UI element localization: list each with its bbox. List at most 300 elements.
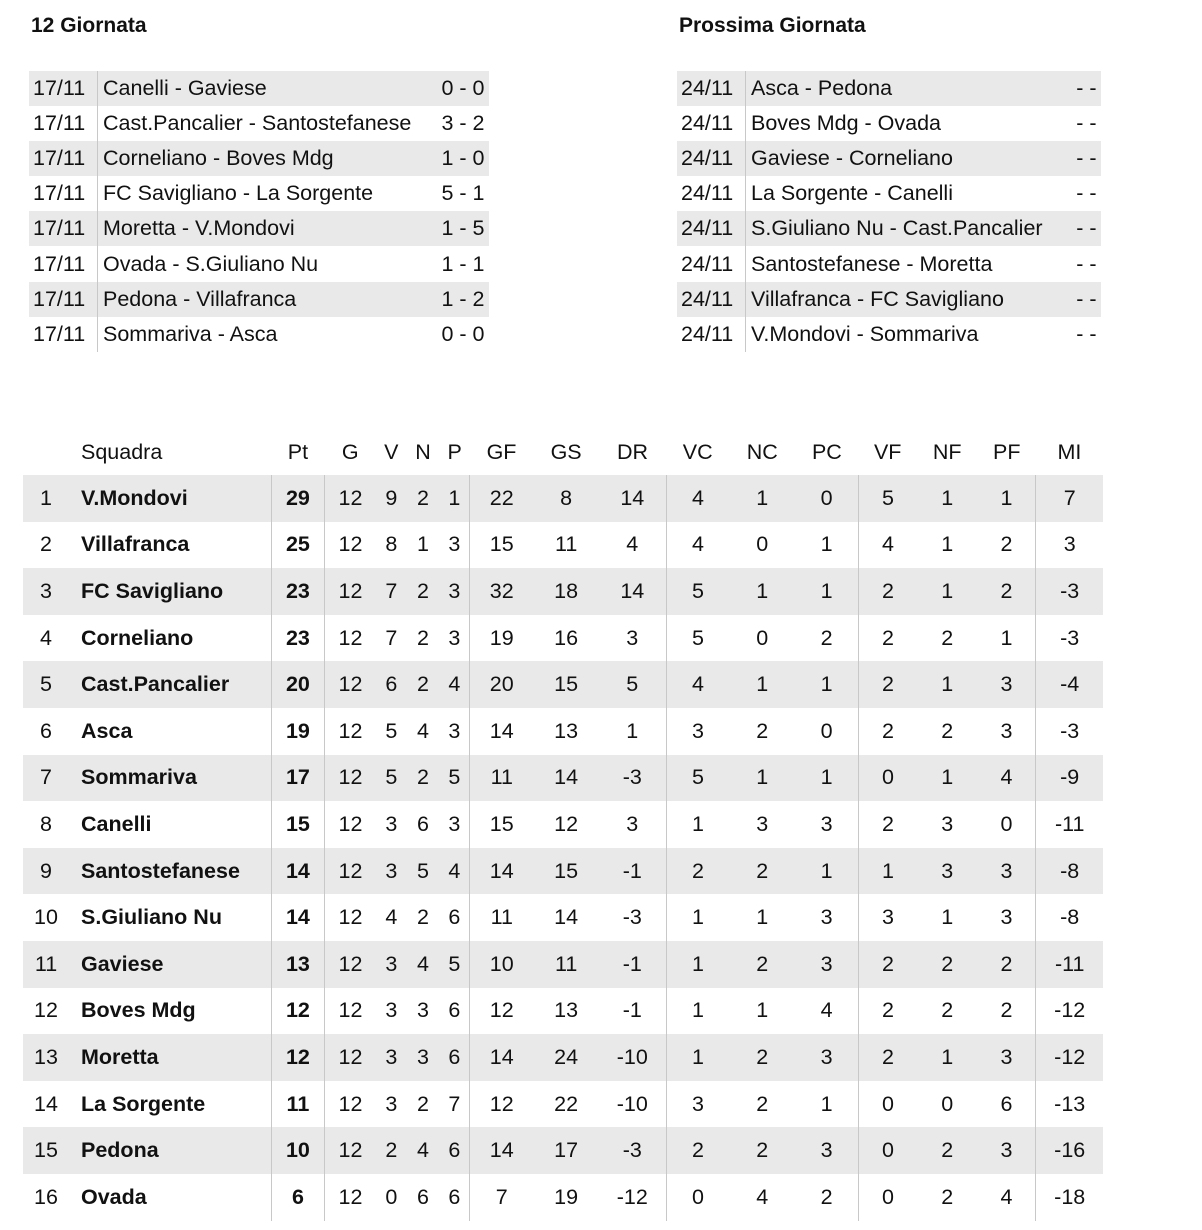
home-draws: 1 [756, 905, 769, 930]
away-wins: 4 [859, 522, 917, 569]
team-name: Asca [81, 718, 133, 743]
match-teams: Corneliano - Boves Mdg [98, 141, 438, 176]
header-home-wins: VC [682, 440, 713, 464]
english-average: -12 [1036, 988, 1103, 1035]
away-losses: 3 [978, 1127, 1036, 1174]
away-draws: 1 [941, 532, 954, 557]
away-draws: 2 [941, 718, 954, 743]
match-score: 0 - 0 [441, 321, 485, 346]
home-draws: 1 [729, 475, 795, 522]
match-teams: S.Giuliano Nu - Cast.Pancalier [746, 211, 1074, 246]
losses: 6 [439, 1127, 469, 1174]
current-round-title: 12 Giornata [31, 14, 147, 37]
goals-for: 22 [470, 475, 533, 522]
header-team: Squadra [81, 440, 163, 464]
goal-difference: 3 [626, 625, 639, 650]
away-draws: 3 [917, 848, 978, 895]
team-position: 11 [23, 941, 69, 988]
draws: 3 [417, 998, 429, 1023]
match-teams: Moretta - V.Mondovi [98, 211, 438, 246]
wins: 3 [376, 941, 406, 988]
home-wins: 1 [666, 801, 729, 848]
away-wins: 2 [859, 988, 917, 1035]
home-draws: 2 [756, 718, 769, 743]
team-name: Ovada [81, 1184, 147, 1209]
goals-against: 22 [554, 1091, 579, 1116]
match-score: - - [1074, 71, 1101, 106]
goal-difference: -1 [599, 941, 666, 988]
away-draws: 1 [917, 1034, 978, 1081]
wins: 3 [376, 848, 406, 895]
match-date: 17/11 [29, 317, 98, 352]
match-row [29, 246, 489, 281]
english-average: -9 [1036, 755, 1103, 802]
team-position: 1 [23, 475, 69, 522]
goals-for: 19 [470, 615, 533, 662]
goal-difference: -10 [599, 1034, 666, 1081]
header-losses: P [447, 440, 462, 464]
draws: 4 [407, 1127, 440, 1174]
home-draws: 0 [756, 625, 769, 650]
team-points: 11 [272, 1081, 325, 1128]
home-wins: 4 [666, 475, 729, 522]
home-draws: 2 [729, 941, 795, 988]
match-score: 1 - 1 [441, 251, 485, 276]
header-away-losses: PF [993, 440, 1021, 464]
draws: 2 [417, 625, 429, 650]
wins: 8 [385, 532, 398, 557]
team-position: 12 [34, 998, 58, 1023]
away-draws: 1 [917, 475, 978, 522]
match-teams: Ovada - S.Giuliano Nu [103, 251, 319, 276]
draws: 6 [417, 1184, 429, 1209]
match-score: - - [1074, 282, 1101, 317]
games-played: 12 [338, 905, 363, 930]
match-row [677, 211, 1101, 246]
games-played: 12 [324, 755, 376, 802]
games-played: 12 [324, 475, 376, 522]
goals-against: 14 [554, 905, 579, 930]
header-goal-difference: DR [617, 440, 649, 464]
home-wins: 3 [666, 708, 729, 755]
goals-against: 17 [533, 1127, 599, 1174]
goals-for: 11 [470, 755, 533, 802]
header-games: G [341, 440, 359, 464]
current-round-results-table [29, 71, 489, 352]
away-losses: 3 [1000, 905, 1013, 930]
header-wins: V [384, 440, 399, 464]
goals-against: 13 [554, 718, 579, 743]
away-wins: 3 [859, 894, 917, 941]
team-points: 25 [272, 522, 325, 569]
team-name: Corneliano [81, 625, 194, 650]
away-draws: 2 [941, 998, 954, 1023]
games-played: 12 [338, 998, 363, 1023]
english-average: -4 [1036, 661, 1103, 708]
goal-difference: -1 [622, 998, 642, 1023]
goals-for: 12 [470, 1081, 533, 1128]
team-position: 9 [23, 848, 69, 895]
goals-against: 8 [533, 475, 599, 522]
match-score: - - [1076, 251, 1097, 276]
games-played: 12 [338, 625, 363, 650]
wins: 5 [376, 755, 406, 802]
team-name: Gaviese [69, 941, 272, 988]
next-round-title: Prossima Giornata [679, 14, 866, 37]
home-wins: 3 [666, 1081, 729, 1128]
losses: 6 [448, 998, 461, 1023]
english-average: 7 [1036, 475, 1103, 522]
match-teams: Canelli - Gaviese [98, 71, 438, 106]
wins: 6 [376, 661, 406, 708]
draws: 2 [407, 568, 440, 615]
team-points: 15 [272, 801, 325, 848]
english-average: -13 [1036, 1081, 1103, 1128]
team-name: V.Mondovi [69, 475, 272, 522]
draws: 5 [407, 848, 440, 895]
losses: 3 [448, 811, 461, 836]
match-date: 24/11 [677, 176, 746, 211]
team-points: 6 [272, 1174, 325, 1221]
header-goals-for: GF [486, 440, 517, 464]
header-points: Pt [287, 440, 309, 464]
team-points: 14 [272, 848, 325, 895]
away-losses: 1 [1000, 625, 1013, 650]
away-losses: 3 [978, 661, 1036, 708]
english-average: -18 [1036, 1174, 1103, 1221]
standings-row [23, 988, 1103, 1035]
away-losses: 2 [978, 941, 1036, 988]
away-losses: 6 [1000, 1091, 1013, 1116]
losses: 6 [448, 905, 461, 930]
match-date: 17/11 [29, 246, 98, 281]
match-score: - - [1076, 181, 1097, 206]
home-losses: 3 [820, 811, 833, 836]
match-date: 17/11 [29, 211, 98, 246]
losses: 6 [439, 1034, 469, 1081]
home-losses: 1 [820, 1091, 833, 1116]
losses: 4 [439, 848, 469, 895]
team-points: 23 [272, 615, 325, 662]
home-losses: 2 [820, 1184, 833, 1209]
match-row [677, 176, 1101, 211]
header-draws: N [415, 440, 431, 464]
goals-for: 14 [470, 1034, 533, 1081]
away-draws: 1 [917, 661, 978, 708]
goals-against: 15 [533, 661, 599, 708]
home-wins: 5 [666, 615, 729, 662]
team-name: Moretta [69, 1034, 272, 1081]
wins: 3 [385, 1091, 398, 1116]
home-losses: 4 [820, 998, 833, 1023]
team-position: 10 [34, 905, 58, 930]
team-name: Cast.Pancalier [69, 661, 272, 708]
match-date: 24/11 [677, 317, 746, 352]
home-wins: 2 [666, 848, 729, 895]
match-date: 17/11 [29, 71, 98, 106]
header-english-average: MI [1057, 440, 1082, 464]
match-row [29, 317, 489, 352]
home-draws: 2 [729, 848, 795, 895]
away-wins: 2 [859, 568, 917, 615]
away-losses: 0 [1000, 811, 1013, 836]
home-losses: 3 [795, 1034, 858, 1081]
english-average: -8 [1036, 848, 1103, 895]
draws: 2 [417, 1091, 429, 1116]
goal-difference: -10 [616, 1091, 648, 1116]
home-losses: 0 [820, 718, 833, 743]
games-played: 12 [324, 941, 376, 988]
goals-for: 10 [470, 941, 533, 988]
match-date: 24/11 [677, 141, 746, 176]
away-draws: 2 [917, 941, 978, 988]
away-draws: 0 [941, 1091, 954, 1116]
standings-row [23, 941, 1103, 988]
english-average: -11 [1036, 801, 1103, 848]
match-teams: V.Mondovi - Sommariva [751, 321, 979, 346]
match-date: 24/11 [677, 71, 746, 106]
home-losses: 0 [795, 475, 858, 522]
losses: 3 [448, 625, 461, 650]
standings-row [23, 755, 1103, 802]
home-losses: 1 [795, 661, 858, 708]
team-position: 4 [40, 625, 52, 650]
losses: 3 [448, 532, 461, 557]
home-losses: 3 [795, 941, 858, 988]
goals-against: 18 [533, 568, 599, 615]
wins: 3 [376, 1034, 406, 1081]
team-position: 6 [40, 718, 52, 743]
home-wins: 1 [666, 1034, 729, 1081]
draws: 4 [407, 941, 440, 988]
goal-difference: -3 [599, 755, 666, 802]
home-draws: 2 [729, 1034, 795, 1081]
header-home-losses: PC [811, 440, 842, 464]
home-wins: 2 [666, 1127, 729, 1174]
goal-difference: -1 [599, 848, 666, 895]
match-row [29, 106, 489, 141]
goals-against: 16 [554, 625, 579, 650]
draws: 2 [407, 755, 440, 802]
team-position: 16 [34, 1184, 58, 1209]
english-average: -16 [1036, 1127, 1103, 1174]
home-wins: 1 [666, 988, 729, 1035]
team-position: 5 [23, 661, 69, 708]
home-losses: 2 [820, 625, 833, 650]
standings-row [23, 568, 1103, 615]
english-average: -3 [1036, 615, 1103, 662]
team-name: Pedona [69, 1127, 272, 1174]
goals-for: 11 [470, 894, 533, 941]
losses: 6 [448, 1184, 461, 1209]
away-wins: 0 [859, 1127, 917, 1174]
losses: 3 [448, 718, 461, 743]
goal-difference: -3 [622, 905, 642, 930]
match-date: 17/11 [29, 282, 98, 317]
home-draws: 1 [756, 998, 769, 1023]
losses: 1 [439, 475, 469, 522]
losses: 5 [439, 941, 469, 988]
header-position [23, 430, 69, 475]
standings-row [23, 475, 1103, 522]
match-date: 24/11 [677, 211, 746, 246]
english-average: -12 [1036, 1034, 1103, 1081]
match-teams: Sommariva - Asca [103, 321, 278, 346]
draws: 6 [417, 811, 429, 836]
home-wins: 5 [666, 568, 729, 615]
home-losses: 1 [795, 755, 858, 802]
draws: 2 [417, 905, 429, 930]
match-row [29, 71, 489, 106]
goal-difference: 14 [599, 568, 666, 615]
match-row [677, 246, 1101, 281]
games-played: 12 [338, 1091, 363, 1116]
goals-against: 11 [533, 941, 599, 988]
goal-difference: 1 [626, 718, 639, 743]
home-wins: 4 [666, 522, 729, 569]
goals-for: 15 [470, 801, 533, 848]
standings-row [23, 708, 1103, 755]
match-row [677, 282, 1101, 317]
goals-against: 12 [554, 811, 579, 836]
match-score: 5 - 1 [441, 181, 485, 206]
away-losses: 3 [978, 848, 1036, 895]
goals-for: 20 [470, 661, 533, 708]
match-row [29, 282, 489, 317]
goals-against: 15 [533, 848, 599, 895]
match-date: 17/11 [29, 141, 98, 176]
away-losses: 1 [978, 475, 1036, 522]
goal-difference: 14 [599, 475, 666, 522]
team-position: 7 [23, 755, 69, 802]
losses: 5 [439, 755, 469, 802]
away-wins: 0 [859, 1174, 917, 1221]
standings-row [23, 801, 1103, 848]
away-wins: 2 [859, 1034, 917, 1081]
team-position: 14 [34, 1091, 58, 1116]
draws: 1 [417, 532, 429, 557]
match-row [677, 317, 1101, 352]
team-points: 20 [272, 661, 325, 708]
away-wins: 1 [859, 848, 917, 895]
wins: 0 [385, 1184, 398, 1209]
goals-for: 15 [470, 522, 533, 569]
losses: 4 [439, 661, 469, 708]
standings-row [23, 661, 1103, 708]
goals-for: 7 [470, 1174, 533, 1221]
goals-against: 11 [554, 532, 578, 557]
wins: 7 [376, 568, 406, 615]
home-wins: 1 [666, 894, 729, 941]
away-draws: 1 [941, 905, 954, 930]
wins: 9 [376, 475, 406, 522]
draws: 2 [407, 475, 440, 522]
away-wins: 2 [859, 708, 917, 755]
away-losses: 3 [1000, 718, 1013, 743]
match-date: 24/11 [677, 282, 746, 317]
match-date: 17/11 [29, 106, 98, 141]
home-wins: 1 [666, 941, 729, 988]
wins: 3 [385, 998, 398, 1023]
team-name: S.Giuliano Nu [81, 905, 222, 930]
games-played: 12 [324, 848, 376, 895]
match-row [29, 211, 489, 246]
draws: 4 [417, 718, 429, 743]
games-played: 12 [324, 568, 376, 615]
team-points: 29 [272, 475, 325, 522]
away-draws: 2 [941, 625, 954, 650]
match-score: 1 - 2 [438, 282, 489, 317]
match-score: - - [1074, 141, 1101, 176]
wins: 5 [385, 718, 398, 743]
games-played: 12 [338, 811, 363, 836]
away-wins: 2 [859, 941, 917, 988]
away-draws: 2 [941, 1184, 954, 1209]
away-draws: 1 [917, 568, 978, 615]
standings-table [23, 430, 1103, 1221]
goal-difference: 5 [599, 661, 666, 708]
team-points: 19 [272, 708, 325, 755]
header-goals-against: GS [550, 440, 582, 464]
games-played: 12 [324, 661, 376, 708]
home-losses: 1 [820, 532, 833, 557]
games-played: 12 [338, 532, 363, 557]
match-score: 1 - 5 [438, 211, 489, 246]
team-position: 8 [40, 811, 52, 836]
match-row [677, 106, 1101, 141]
next-round-fixtures-table [677, 71, 1101, 352]
team-points: 23 [272, 568, 325, 615]
goals-against: 24 [533, 1034, 599, 1081]
away-losses: 3 [978, 1034, 1036, 1081]
match-score: 1 - 0 [438, 141, 489, 176]
team-position: 15 [23, 1127, 69, 1174]
english-average: -11 [1036, 941, 1103, 988]
home-draws: 1 [729, 568, 795, 615]
match-teams: Gaviese - Corneliano [746, 141, 1074, 176]
team-name: Villafranca [81, 532, 190, 557]
home-draws: 4 [756, 1184, 769, 1209]
match-score: 0 - 0 [438, 71, 489, 106]
match-teams: Santostefanese - Moretta [751, 251, 993, 276]
team-points: 12 [272, 988, 325, 1035]
team-points: 10 [272, 1127, 325, 1174]
match-date: 24/11 [677, 246, 746, 281]
goal-difference: -3 [599, 1127, 666, 1174]
away-draws: 1 [917, 755, 978, 802]
team-name: Santostefanese [69, 848, 272, 895]
team-name: Sommariva [69, 755, 272, 802]
goals-for: 32 [470, 568, 533, 615]
standings-row [23, 894, 1103, 941]
home-draws: 1 [729, 661, 795, 708]
away-wins: 0 [859, 1081, 917, 1128]
goal-difference: 3 [626, 811, 639, 836]
standings-header-row [23, 430, 1103, 475]
home-draws: 2 [756, 1091, 769, 1116]
team-position: 2 [40, 532, 52, 557]
match-row [29, 176, 489, 211]
match-teams: La Sorgente - Canelli [751, 181, 953, 206]
match-teams: FC Savigliano - La Sorgente [103, 181, 374, 206]
home-losses: 3 [795, 1127, 858, 1174]
home-wins: 0 [666, 1174, 729, 1221]
away-wins: 2 [859, 801, 917, 848]
header-away-draws: NF [932, 440, 962, 464]
standings-row [23, 848, 1103, 895]
team-name: La Sorgente [81, 1091, 206, 1116]
standings-row [23, 1127, 1103, 1174]
